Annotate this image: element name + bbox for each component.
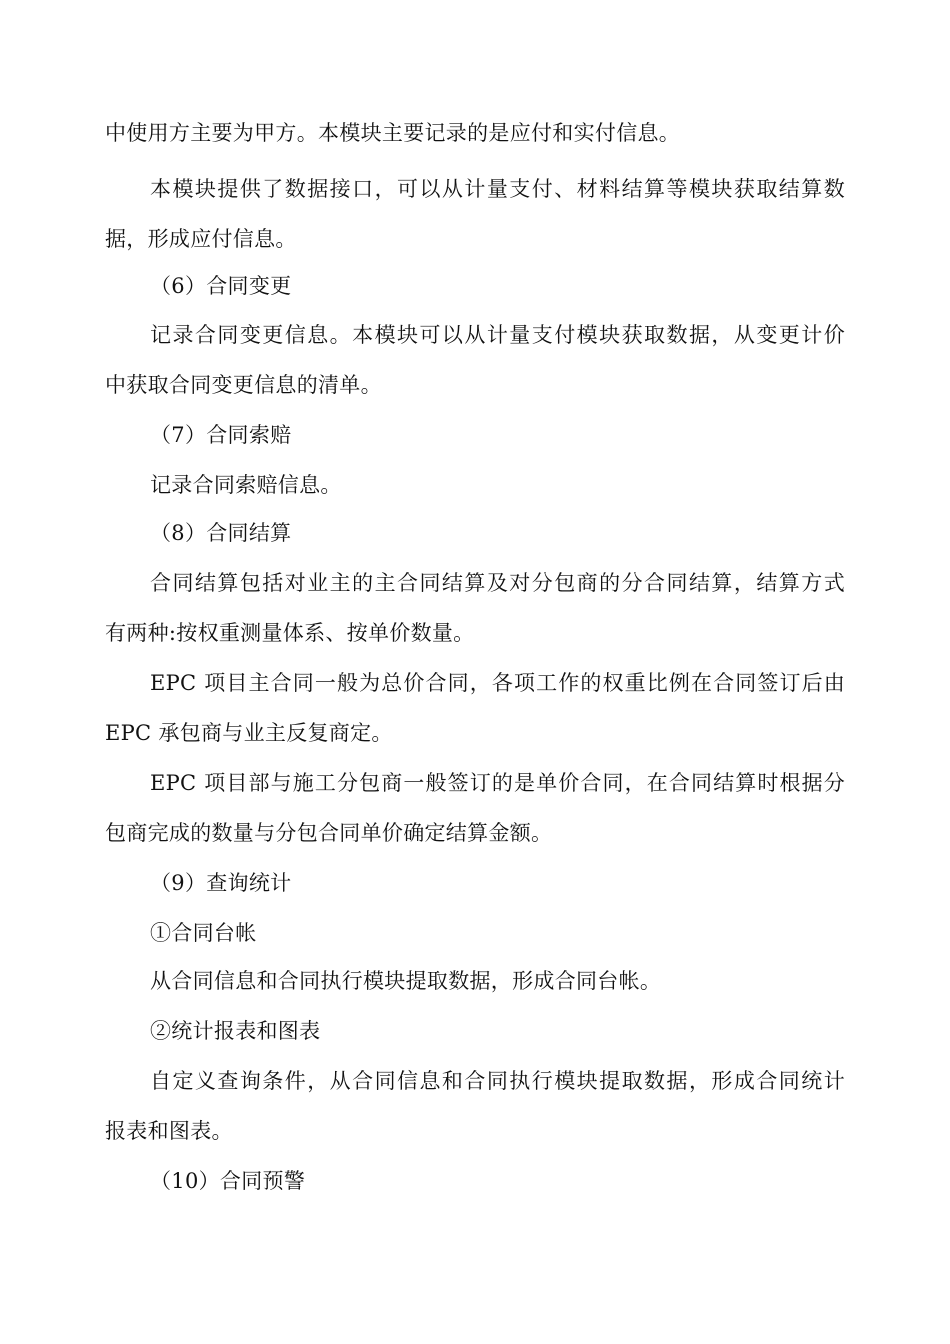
section-heading: （10）合同预警 <box>150 1169 306 1193</box>
section-heading: （6）合同变更 <box>150 274 292 298</box>
paragraph-line: 有两种:按权重测量体系、按单价数量。 <box>105 621 475 645</box>
subsection-heading: ①合同台帐 <box>150 921 257 945</box>
section-heading: （8）合同结算 <box>150 521 292 545</box>
section-heading: （7）合同索赔 <box>150 423 292 447</box>
paragraph-line: 报表和图表。 <box>105 1119 233 1143</box>
paragraph-line: 从合同信息和合同执行模块提取数据，形成合同台帐。 <box>150 969 662 993</box>
paragraph-line: 合同结算包括对业主的主合同结算及对分包商的分合同结算，结算方式 <box>150 571 845 595</box>
paragraph-line: 记录合同索赔信息。 <box>150 473 342 497</box>
paragraph-line: EPC 项目部与施工分包商一般签订的是单价合同，在合同结算时根据分 <box>150 771 845 795</box>
paragraph-line: 中获取合同变更信息的清单。 <box>105 373 382 397</box>
paragraph-line: 包商完成的数量与分包合同单价确定结算金额。 <box>105 821 553 845</box>
paragraph-line: EPC 项目主合同一般为总价合同，各项工作的权重比例在合同签订后由 <box>150 671 845 695</box>
paragraph-line: EPC 承包商与业主反复商定。 <box>105 721 393 745</box>
paragraph-line: 记录合同变更信息。本模块可以从计量支付模块获取数据，从变更计价 <box>150 323 845 347</box>
paragraph-line: 据，形成应付信息。 <box>105 227 297 251</box>
subsection-heading: ②统计报表和图表 <box>150 1019 321 1043</box>
paragraph-line: 自定义查询条件，从合同信息和合同执行模块提取数据，形成合同统计 <box>150 1069 845 1093</box>
paragraph-line: 本模块提供了数据接口，可以从计量支付、材料结算等模块获取结算数 <box>150 177 845 201</box>
section-heading: （9）查询统计 <box>150 871 292 895</box>
paragraph-line: 中使用方主要为甲方。本模块主要记录的是应付和实付信息。 <box>105 121 681 145</box>
